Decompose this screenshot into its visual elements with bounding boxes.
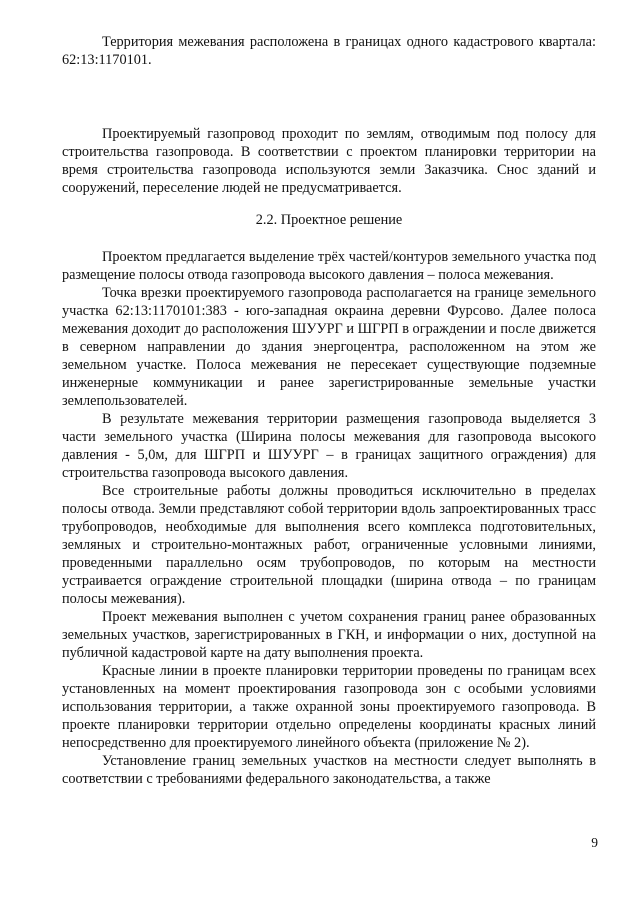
paragraph-gas-pipeline: Проектируемый газопровод проходит по землям, отводимым под полосу для строительства газопровода. В соответствии с проектом планировки территории на время строительства газопровода используются земли Заказчика. Снос зданий и сооружений, переселение людей не предусматривается. — [62, 126, 596, 196]
paragraph-three-parts: Проектом предлагается выделение трёх частей/контуров земельного участка под размещение полосы отвода газопровода высокого давления – полоса межевания. — [62, 249, 596, 283]
intro-section — [62, 33, 596, 69]
paragraph-tie-in-point: Точка врезки проектируемого газопровода располагается на границе земельного участка 62:13:1170101:383 - юго-западная окраина деревни Фурсово. Далее полоса межевания доходит до расположения ШУУРГ и ШГРП в ограждении и после движется в северном направлении до здания энергоцентра, расположенном на этом же земельном участке. Полоса межевания не пересекает существующие подземные инженерные коммуникации и ранее зарегистрированные земельные участки землепользователей. — [62, 285, 596, 409]
section-heading: 2.2. Проектное решение — [255, 212, 403, 228]
paragraph-existing-boundaries: Проект межевания выполнен с учетом сохранения границ ранее образованных земельных участков, зарегистрированных в ГКН, и информации о них, доступной на публичной кадастровой карте на дату выполнения проекта. — [62, 609, 596, 661]
paragraph-territory: Территория межевания расположена в границах одного кадастрового квартала: 62:13:1170101. — [62, 34, 596, 68]
section-heading-block — [62, 211, 596, 229]
paragraph-survey-result: В результате межевания территории размещения газопровода выделяется 3 части земельного участка (Ширина полосы межевания для газопровода высокого давления - 5,0м, для ШГРП и ШУУРГ – в границах защитного ограждения) для строительства газопровода высокого давления. — [62, 411, 596, 481]
paragraph-construction-works: Все строительные работы должны проводиться исключительно в пределах полосы отвода. Земли представляют собой территории вдоль запроектированных трасс трубопроводов, необходимые для выполнения всего комплекса подготовительных, земляных и строительно-монтажных работ, ограниченные условными линиями, проведенными параллельно осям трубопроводов, по которым на местности устраивается ограждение строительной площадки (ширина отвода – по границам полосы межевания). — [62, 483, 596, 607]
design-decision-section — [62, 248, 596, 788]
paragraph-boundary-establishment: Установление границ земельных участков на местности следует выполнять в соответствии с требованиями федерального законодательства, а также — [62, 753, 596, 787]
page-number: 9 — [591, 835, 598, 850]
route-section — [62, 125, 596, 197]
paragraph-red-lines: Красные линии в проекте планировки территории проведены по границам всех установленных на момент проектирования газопровода зон с особыми условиями использования территории, а также охранной зоны проектируемого газопровода. В проекте планировки территории отдельно определены координаты красных линий непосредственно для проектируемого линейного объекта (приложение № 2). — [62, 663, 596, 751]
